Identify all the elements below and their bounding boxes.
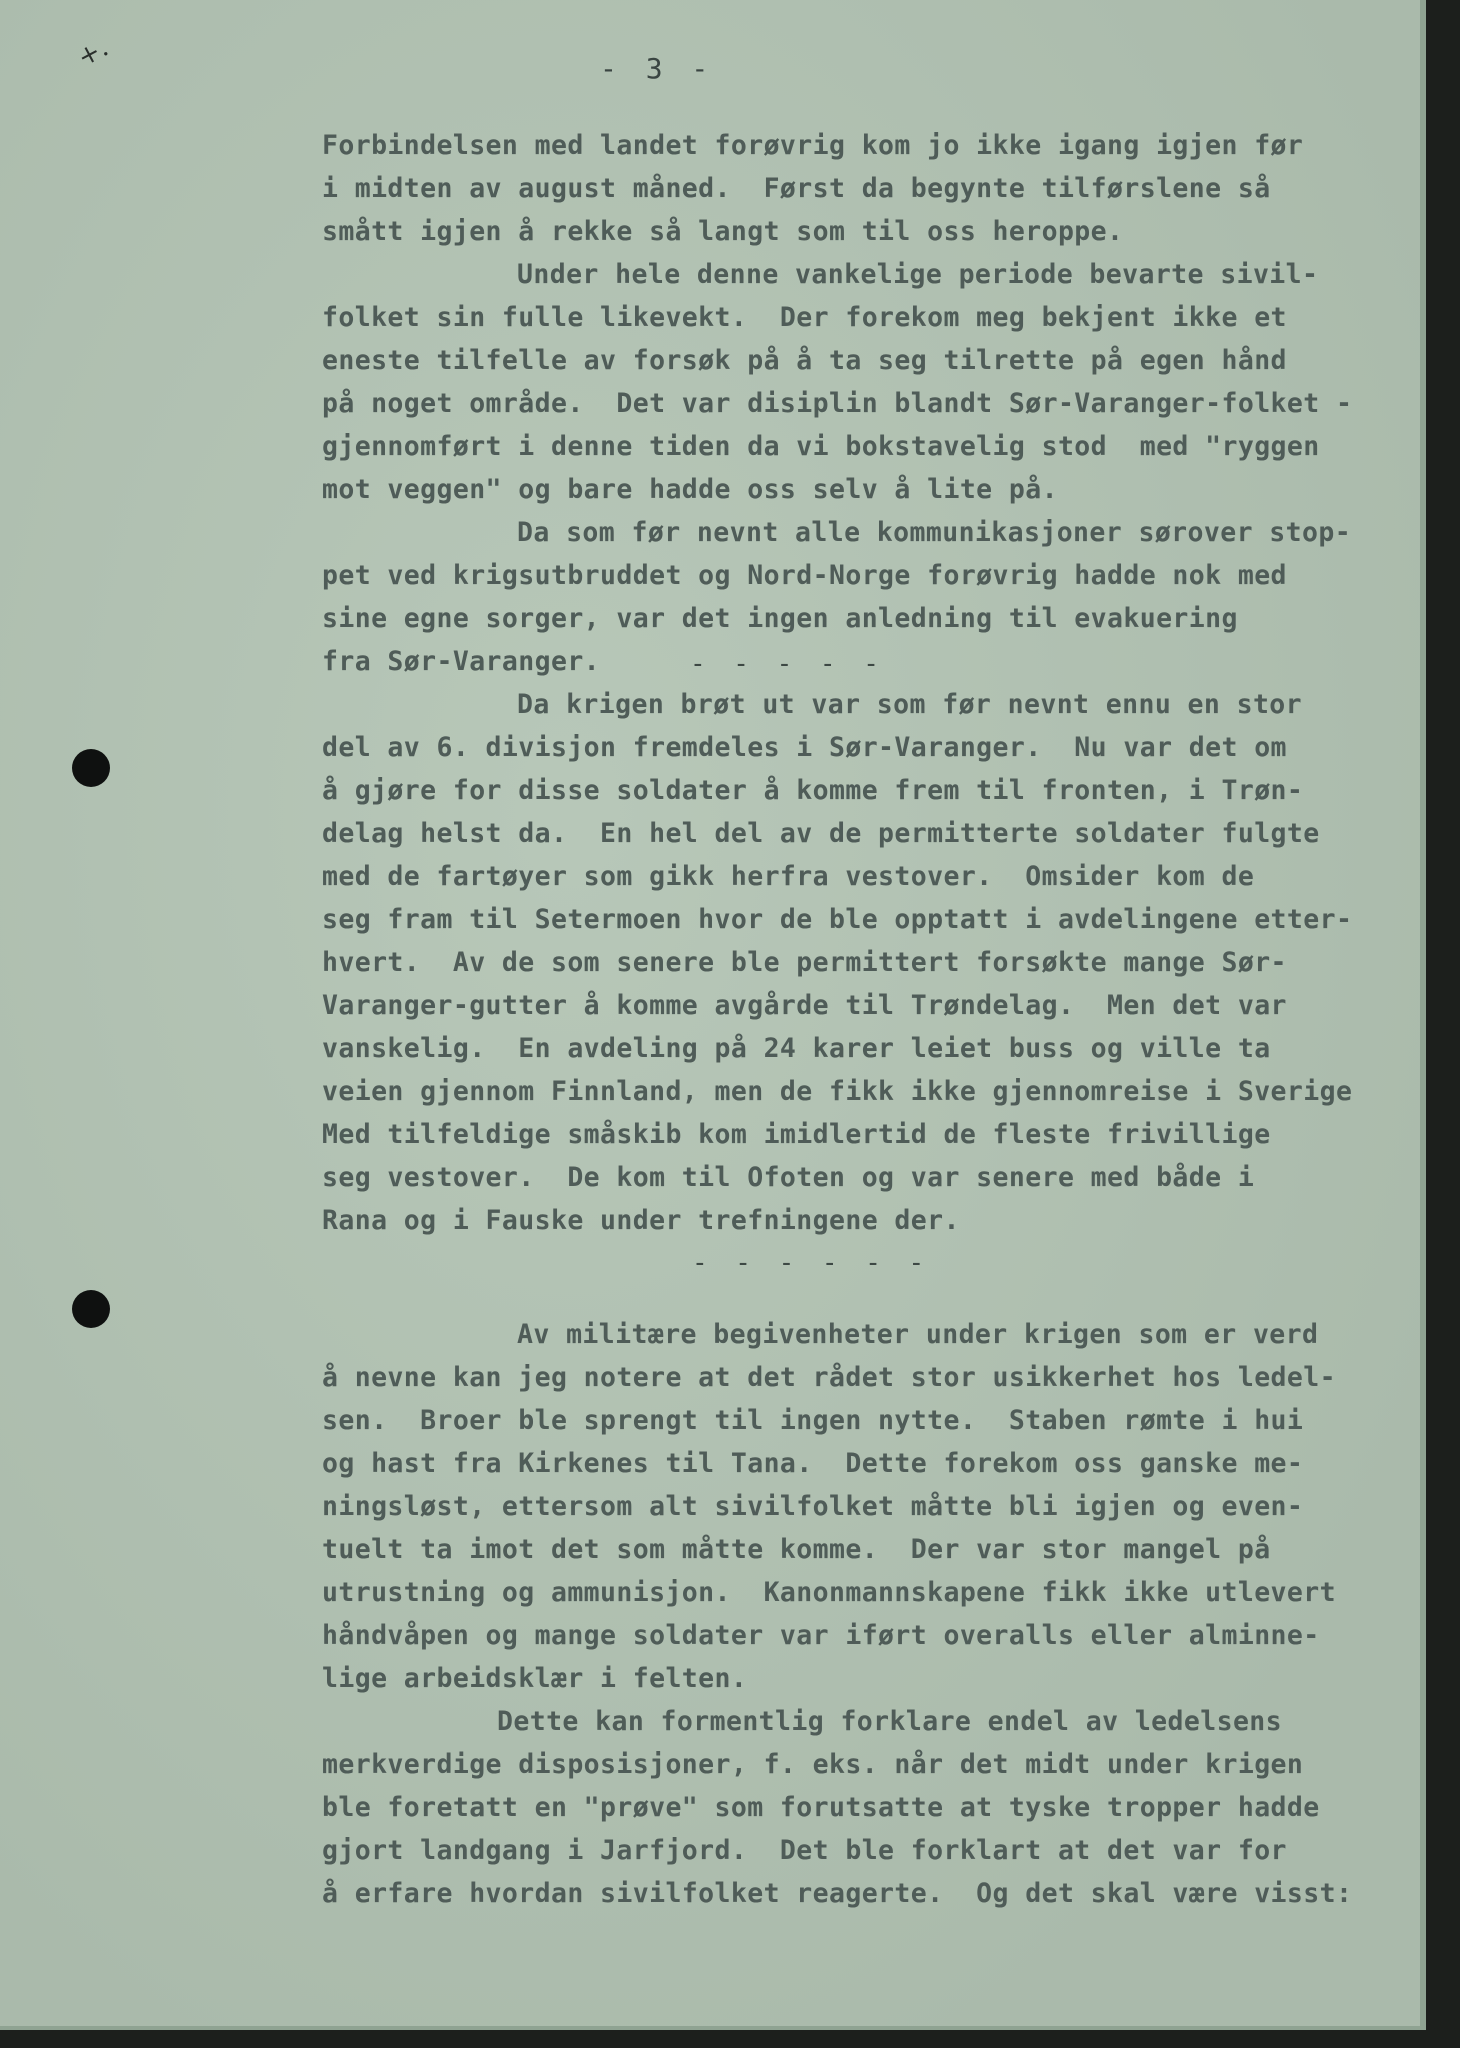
text-line: hvert. Av de som senere ble permittert forsøkte mange Sør-: [322, 947, 1287, 978]
text-line: Da krigen brøt ut var som før nevnt ennu en stor: [517, 689, 1303, 720]
text-line: Under hele denne vankelige periode bevarte sivil-: [517, 259, 1319, 290]
text-line: sen. Broer ble sprengt til ingen nytte. Staben rømte i hui: [322, 1405, 1304, 1436]
text-line: utrustning og ammunisjon. Kanonmannskapene fikk ikke utlevert: [322, 1577, 1336, 1608]
text-line: Da som før nevnt alle kommunikasjoner sørover stop-: [517, 517, 1352, 548]
text-line: merkverdige disposisjoner, f. eks. når det midt under krigen: [322, 1749, 1304, 1780]
text-line: delag helst da. En hel del av de permitterte soldater fulgte: [322, 818, 1320, 849]
text-line: pet ved krigsutbruddet og Nord-Norge forøvrig hadde nok med: [322, 560, 1287, 591]
punch-hole-bottom: [72, 1290, 110, 1328]
text-line: lige arbeidsklær i felten.: [322, 1663, 748, 1694]
text-line: sine egne sorger, var det ingen anledning til evakuering: [322, 603, 1238, 634]
text-line: i midten av august måned. Først da begynte tilførslene så: [322, 173, 1271, 204]
text-line: Forbindelsen med landet forøvrig kom jo ikke igang igjen før: [322, 130, 1304, 161]
text-line: eneste tilfelle av forsøk på å ta seg tilrette på egen hånd: [322, 345, 1287, 376]
text-line: fra Sør-Varanger.: [322, 646, 601, 677]
text-line: Av militære begivenheter under krigen som er verd: [517, 1319, 1319, 1350]
text-line: seg vestover. De kom til Ofoten og var senere med både i: [322, 1162, 1255, 1193]
text-line: vanskelig. En avdeling på 24 karer leiet buss og ville ta: [322, 1033, 1271, 1064]
corner-pencil-mark: +.: [72, 32, 114, 74]
text-line: folket sin fulle likevekt. Der forekom meg bekjent ikke et: [322, 302, 1287, 333]
page-number: - 3 -: [600, 52, 715, 85]
text-line: håndvåpen og mange soldater var iført overalls eller alminne-: [322, 1620, 1320, 1651]
section-separator-row: [322, 1242, 1422, 1285]
text-line: Varanger-gutter å komme avgårde til Trøndelag. Men det var: [322, 990, 1287, 1021]
text-line: del av 6. divisjon fremdeles i Sør-Varanger. Nu var det om: [322, 732, 1287, 763]
text-line: tuelt ta imot det som måtte komme. Der var stor mangel på: [322, 1534, 1271, 1565]
text-line: Dette kan formentlig forklare endel av ledelsens: [497, 1706, 1283, 1737]
text-line: med de fartøyer som gikk herfra vestover. Omsider kom de: [322, 861, 1255, 892]
text-line: seg fram til Setermoen hvor de ble opptatt i avdelingene etter-: [322, 904, 1353, 935]
section-separator: - - - - -: [690, 649, 885, 679]
text-line: ble foretatt en "prøve" som forutsatte at tyske tropper hadde: [322, 1792, 1320, 1823]
paragraph-gap: [322, 1285, 1422, 1313]
text-line: mot veggen" og bare hadde oss selv å lite på.: [322, 474, 1058, 505]
text-line: veien gjennom Finnland, men de fikk ikke gjennomreise i Sverige: [322, 1076, 1353, 1107]
text-line: å erfare hvordan sivilfolket reagerte. Og det skal være visst:: [322, 1878, 1353, 1909]
punch-hole-top: [72, 749, 110, 787]
text-line: å gjøre for disse soldater å komme frem til fronten, i Trøn-: [322, 775, 1304, 806]
text-line: Rana og i Fauske under trefningene der.: [322, 1205, 960, 1236]
text-line: Med tilfeldige småskib kom imidlertid de fleste frivillige: [322, 1119, 1271, 1150]
text-line: gjennomført i denne tiden da vi bokstavelig stod med "ryggen: [322, 431, 1320, 462]
text-line: ningsløst, ettersom alt sivilfolket måtte bli igjen og even-: [322, 1491, 1304, 1522]
text-line: å nevne kan jeg notere at det rådet stor usikkerhet hos ledel-: [322, 1362, 1336, 1393]
text-line: smått igjen å rekke så langt som til oss heroppe.: [322, 216, 1124, 247]
text-line: gjort landgang i Jarfjord. Det ble forklart at det var for: [322, 1835, 1287, 1866]
typed-text-body: [322, 124, 1422, 1915]
text-line: og hast fra Kirkenes til Tana. Dette forekom oss ganske me-: [322, 1448, 1304, 1479]
text-line: på noget område. Det var disiplin blandt Sør-Varanger-folket -: [322, 388, 1353, 419]
section-separator: - - - - - -: [692, 1248, 931, 1278]
